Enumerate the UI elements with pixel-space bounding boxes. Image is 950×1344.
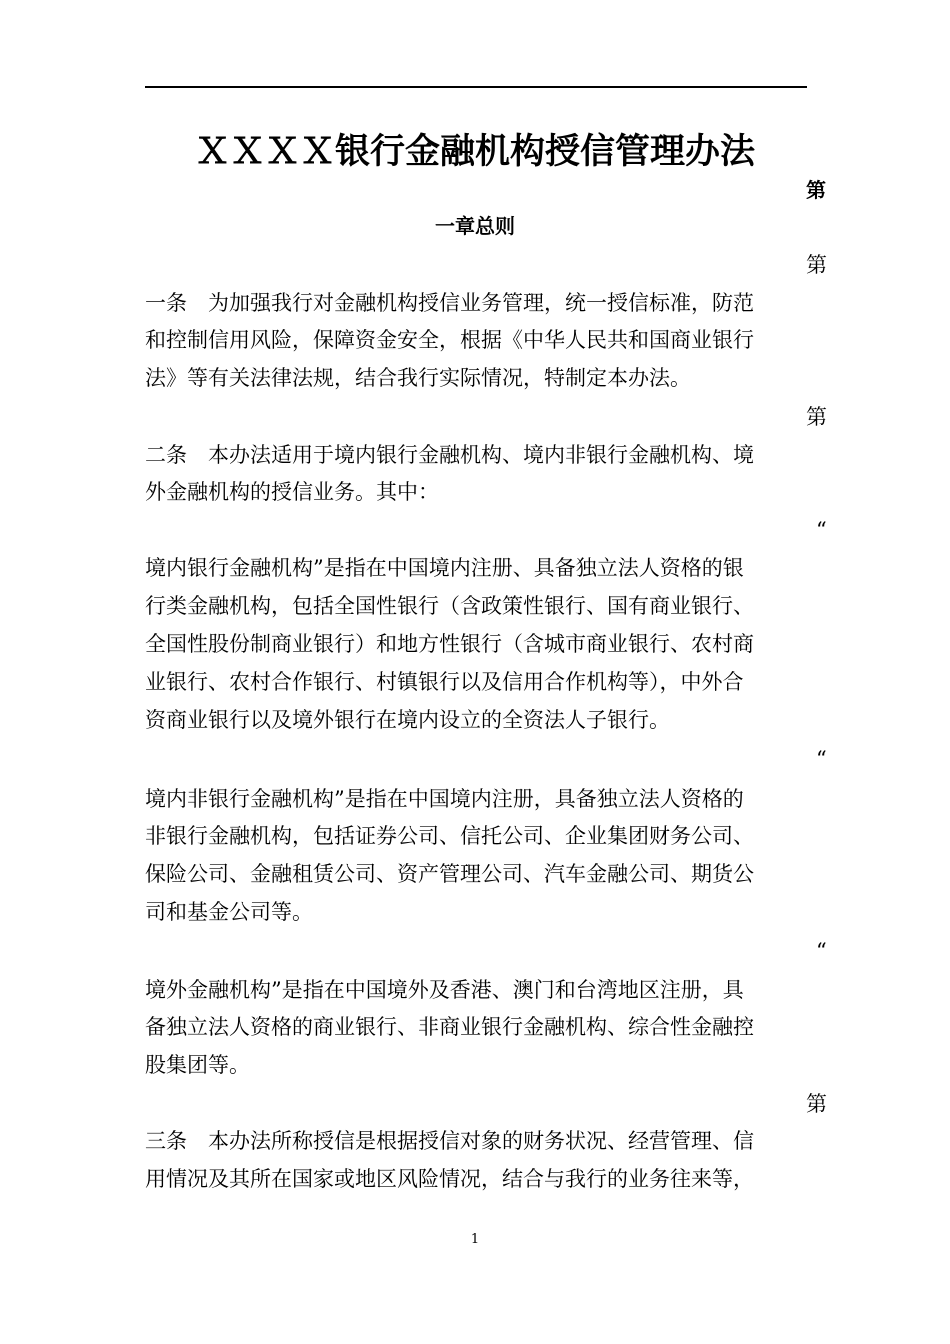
article-fragment: 第 xyxy=(806,405,827,429)
article-fragment: 第 xyxy=(806,253,827,277)
paragraph-line: 行类金融机构，包括全国性银行（含政策性银行、国有商业银行、 xyxy=(145,594,754,618)
paragraph-line: 全国性股份制商业银行）和地方性银行（含城市商业银行、农村商 xyxy=(145,632,754,656)
quote-mark: “ xyxy=(816,747,827,771)
paragraph-line: 股集团等。 xyxy=(145,1053,250,1077)
article-fragment: 第 xyxy=(806,1092,827,1116)
paragraph-line: 业银行、农村合作银行、村镇银行以及信用合作机构等），中外合 xyxy=(145,670,744,694)
paragraph-line: 资商业银行以及境外银行在境内设立的全资法人子银行。 xyxy=(145,708,670,732)
paragraph-line: 境内非银行金融机构”是指在中国境内注册，具备独立法人资格的 xyxy=(145,787,744,811)
quote-mark: “ xyxy=(816,518,827,542)
header-rule xyxy=(145,86,807,88)
paragraph-line: 备独立法人资格的商业银行、非商业银行金融机构、综合性金融控 xyxy=(145,1015,754,1039)
paragraph-line: 外金融机构的授信业务。其中： xyxy=(145,480,439,504)
quote-mark: “ xyxy=(816,939,827,963)
paragraph-line: 二条 本办法适用于境内银行金融机构、境内非银行金融机构、境 xyxy=(145,443,754,467)
chapter-heading: 一章总则 xyxy=(435,214,515,238)
paragraph-line: 一条 为加强我行对金融机构授信业务管理，统一授信标准，防范 xyxy=(145,291,754,315)
paragraph-line: 保险公司、金融租赁公司、资产管理公司、汽车金融公司、期货公 xyxy=(145,862,754,886)
paragraph-line: 境内银行金融机构”是指在中国境内注册、具备独立法人资格的银 xyxy=(145,556,744,580)
paragraph-line: 和控制信用风险，保障资金安全，根据《中华人民共和国商业银行 xyxy=(145,328,754,352)
paragraph-line: 司和基金公司等。 xyxy=(145,900,313,924)
paragraph-line: 非银行金融机构，包括证券公司、信托公司、企业集团财务公司、 xyxy=(145,824,754,848)
paragraph-line: 法》等有关法律法规，结合我行实际情况，特制定本办法。 xyxy=(145,366,691,390)
paragraph-line: 用情况及其所在国家或地区风险情况，结合与我行的业务往来等， xyxy=(145,1167,754,1191)
paragraph-line: 三条 本办法所称授信是根据授信对象的财务状况、经营管理、信 xyxy=(145,1129,754,1153)
chapter-fragment: 第 xyxy=(806,178,826,202)
page-number: 1 xyxy=(470,1232,480,1247)
document-title: ＸＸＸＸ银行金融机构授信管理办法 xyxy=(194,132,755,172)
paragraph-line: 境外金融机构”是指在中国境外及香港、澳门和台湾地区注册，具 xyxy=(145,978,744,1002)
